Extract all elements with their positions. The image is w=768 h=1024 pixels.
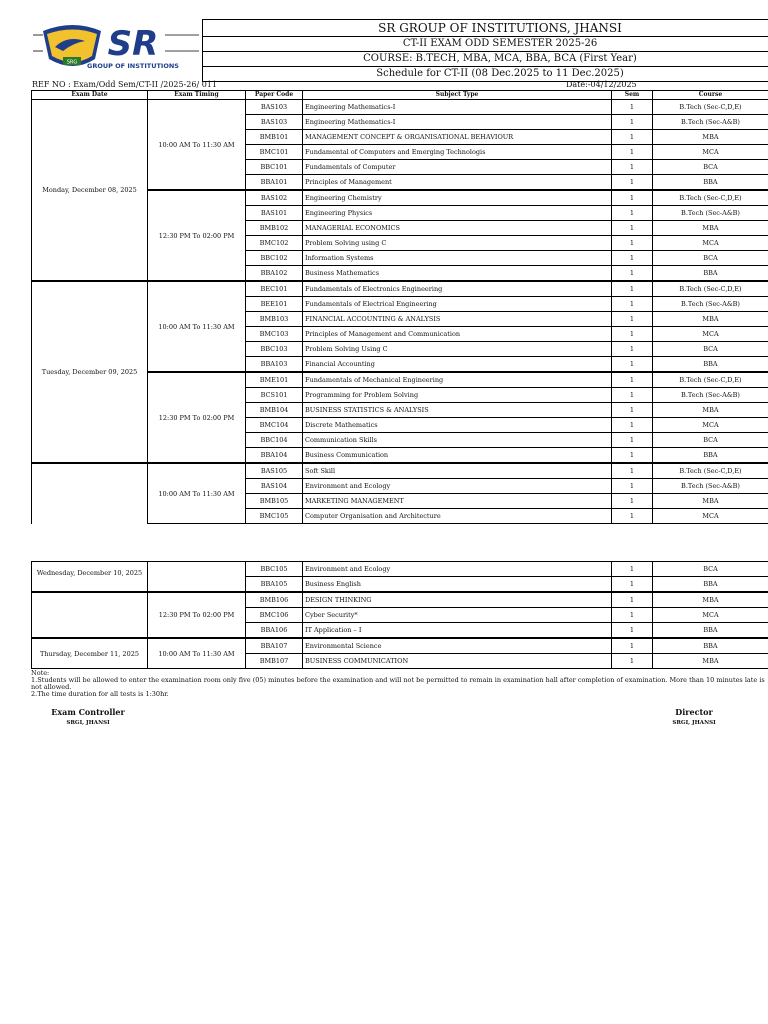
paper-code: BMB106	[246, 592, 303, 608]
exam-timing-cell: 10:00 AM To 11:30 AM	[148, 463, 246, 524]
subject-name: Environment and Ecology	[303, 479, 612, 494]
subject-name: MANAGERIAL ECONOMICS	[303, 221, 612, 236]
course-name: MBA	[653, 494, 768, 509]
subject-name: Financial Accounting	[303, 357, 612, 373]
course-name: BBA	[653, 638, 768, 654]
course-name: B.Tech (Sec-C,D,E)	[653, 190, 768, 206]
exam-timing-cell: 10:00 AM To 11:30 AM	[148, 638, 246, 669]
exam-timing-cell: 12:30 PM To 02:00 PM	[148, 372, 246, 463]
sem-value: 1	[612, 175, 653, 191]
paper-code: BEE101	[246, 297, 303, 312]
paper-code: BMB107	[246, 654, 303, 669]
exam-date-cell	[32, 592, 148, 638]
sem-value: 1	[612, 433, 653, 448]
col-exam-date: Exam Date	[32, 91, 148, 100]
subject-name: MANAGEMENT CONCEPT & ORGANISATIONAL BEHAVIOUR	[303, 130, 612, 145]
course-name: MBA	[653, 312, 768, 327]
paper-code: BBC103	[246, 342, 303, 357]
course-name: B.Tech (Sec-A&B)	[653, 388, 768, 403]
table-row	[32, 592, 768, 608]
exam-timing-cell: 12:30 PM To 02:00 PM	[148, 592, 246, 638]
subject-name: Engineering Mathematics-I	[303, 100, 612, 115]
course-name: B.Tech (Sec-A&B)	[653, 297, 768, 312]
course-name: MBA	[653, 403, 768, 418]
schedule-line: Schedule for CT-II (08 Dec.2025 to 11 Dec.2025)	[202, 66, 768, 82]
course-name: BCA	[653, 562, 768, 577]
sem-value: 1	[612, 448, 653, 464]
sem-value: 1	[612, 403, 653, 418]
subject-name: Fundamentals of Mechanical Engineering	[303, 372, 612, 388]
exam-timing-cell	[148, 562, 246, 593]
course-name: BBA	[653, 175, 768, 191]
subject-name: Principles of Management	[303, 175, 612, 191]
sem-value: 1	[612, 281, 653, 297]
sem-value: 1	[612, 221, 653, 236]
subject-name: Environment and Ecology	[303, 562, 612, 577]
director-title: Director	[675, 707, 713, 717]
col-sem: Sem	[612, 91, 653, 100]
subject-name: Computer Organisation and Architecture	[303, 509, 612, 524]
subject-name: BUSINESS STATISTICS & ANALYSIS	[303, 403, 612, 418]
paper-code: BAS102	[246, 190, 303, 206]
exam-controller-org: SRGI, JHANSI	[66, 720, 110, 726]
paper-code: BME101	[246, 372, 303, 388]
paper-code: BBA103	[246, 357, 303, 373]
course-name: B.Tech (Sec-C,D,E)	[653, 100, 768, 115]
schedule-table	[31, 90, 768, 524]
sem-value: 1	[612, 608, 653, 623]
subject-name: Programming for Problem Solving	[303, 388, 612, 403]
schedule-sheet	[31, 19, 768, 89]
sem-value: 1	[612, 388, 653, 403]
exam-title: CT-II EXAM ODD SEMESTER 2025-26	[202, 36, 768, 51]
subject-name: Engineering Mathematics-I	[303, 115, 612, 130]
paper-code: BMC105	[246, 509, 303, 524]
course-line: COURSE: B.TECH, MBA, MCA, BBA, BCA (First Year)	[202, 51, 768, 66]
sem-value: 1	[612, 130, 653, 145]
course-name: B.Tech (Sec-C,D,E)	[653, 372, 768, 388]
paper-code: BMC101	[246, 145, 303, 160]
course-name: BBA	[653, 266, 768, 282]
issue-date: Date:-04/12/2025	[566, 80, 637, 89]
subject-name: Fundamentals of Computer	[303, 160, 612, 175]
course-name: B.Tech (Sec-A&B)	[653, 115, 768, 130]
subject-name: Principles of Management and Communication	[303, 327, 612, 342]
table-row	[32, 463, 768, 479]
exam-date-cell: Tuesday, December 09, 2025	[32, 281, 148, 463]
sem-value: 1	[612, 509, 653, 524]
exam-date-cell	[32, 463, 148, 524]
sem-value: 1	[612, 251, 653, 266]
signature-director	[654, 707, 734, 726]
course-name: MBA	[653, 130, 768, 145]
course-name: B.Tech (Sec-A&B)	[653, 479, 768, 494]
subject-name: MARKETING MANAGEMENT	[303, 494, 612, 509]
institution-logo	[33, 21, 199, 73]
exam-date-cell: Wednesday, December 10, 2025	[32, 562, 148, 593]
col-course: Course	[653, 91, 768, 100]
paper-code: BBC101	[246, 160, 303, 175]
sem-value: 1	[612, 638, 653, 654]
course-name: B.Tech (Sec-C,D,E)	[653, 281, 768, 297]
sem-value: 1	[612, 297, 653, 312]
course-name: MCA	[653, 509, 768, 524]
course-name: BBA	[653, 577, 768, 593]
col-exam-timing: Exam Timing	[148, 91, 246, 100]
paper-code: BBA102	[246, 266, 303, 282]
subject-name: Fundamental of Computers and Emerging Technologis	[303, 145, 612, 160]
course-name: MCA	[653, 145, 768, 160]
table-row	[32, 638, 768, 654]
subject-name: Business Mathematics	[303, 266, 612, 282]
course-name: MBA	[653, 592, 768, 608]
sem-value: 1	[612, 206, 653, 221]
subject-name: Engineering Physics	[303, 206, 612, 221]
course-name: MCA	[653, 327, 768, 342]
sem-value: 1	[612, 494, 653, 509]
subject-name: Engineering Chemistry	[303, 190, 612, 206]
sem-value: 1	[612, 145, 653, 160]
subject-name: Business English	[303, 577, 612, 593]
subject-name: Soft Skill	[303, 463, 612, 479]
course-name: B.Tech (Sec-A&B)	[653, 206, 768, 221]
table-row	[32, 281, 768, 297]
paper-code: BBA101	[246, 175, 303, 191]
director-org: SRGI, JHANSI	[672, 720, 716, 726]
course-name: MCA	[653, 236, 768, 251]
subject-name: Fundamentals of Electronics Engineering	[303, 281, 612, 297]
table-row	[32, 562, 768, 577]
paper-code: BMC106	[246, 608, 303, 623]
sem-value: 1	[612, 357, 653, 373]
paper-code: BMB101	[246, 130, 303, 145]
paper-code: BMC102	[246, 236, 303, 251]
header	[31, 19, 768, 79]
paper-code: BBA106	[246, 623, 303, 639]
exam-timing-cell: 10:00 AM To 11:30 AM	[148, 281, 246, 372]
logo-badge-text: SRG	[66, 59, 78, 66]
course-name: BCA	[653, 342, 768, 357]
course-name: BCA	[653, 251, 768, 266]
paper-code: BMB104	[246, 403, 303, 418]
paper-code: BCS101	[246, 388, 303, 403]
sem-value: 1	[612, 463, 653, 479]
sem-value: 1	[612, 654, 653, 669]
sem-value: 1	[612, 115, 653, 130]
course-name: BBA	[653, 357, 768, 373]
subject-name: Communication Skills	[303, 433, 612, 448]
sem-value: 1	[612, 312, 653, 327]
sem-value: 1	[612, 592, 653, 608]
col-subject-type: Subject Type	[303, 91, 612, 100]
sem-value: 1	[612, 266, 653, 282]
subject-name: Business Communication	[303, 448, 612, 464]
subject-name: FINANCIAL ACCOUNTING & ANALYSIS	[303, 312, 612, 327]
exam-timing-cell: 12:30 PM To 02:00 PM	[148, 190, 246, 281]
col-paper-code: Paper Code	[246, 91, 303, 100]
sem-value: 1	[612, 577, 653, 593]
paper-code: BAS101	[246, 206, 303, 221]
signature-exam-controller	[48, 707, 128, 726]
exam-timing-cell: 10:00 AM To 11:30 AM	[148, 100, 246, 191]
subject-name: BUSINESS COMMUNICATION	[303, 654, 612, 669]
subject-name: Information Systems	[303, 251, 612, 266]
subject-name: Environmental Science	[303, 638, 612, 654]
exam-controller-title: Exam Controller	[51, 707, 125, 717]
course-name: MCA	[653, 608, 768, 623]
sem-value: 1	[612, 342, 653, 357]
paper-code: BAS105	[246, 463, 303, 479]
paper-code: BBC104	[246, 433, 303, 448]
notes	[31, 670, 768, 698]
paper-code: BMC104	[246, 418, 303, 433]
sem-value: 1	[612, 418, 653, 433]
paper-code: BMB105	[246, 494, 303, 509]
sem-value: 1	[612, 190, 653, 206]
course-name: MBA	[653, 221, 768, 236]
subject-name: Cyber Security*	[303, 608, 612, 623]
course-name: BCA	[653, 433, 768, 448]
institution-name: SR GROUP OF INSTITUTIONS, JHANSI	[202, 19, 768, 36]
exam-date-cell: Monday, December 08, 2025	[32, 100, 148, 282]
course-name: MCA	[653, 418, 768, 433]
course-name: BBA	[653, 623, 768, 639]
paper-code: BBA104	[246, 448, 303, 464]
paper-code: BBC105	[246, 562, 303, 577]
subject-name: Fundamentals of Electrical Engineering	[303, 297, 612, 312]
sem-value: 1	[612, 623, 653, 639]
course-name: MBA	[653, 654, 768, 669]
subject-name: Problem Solving using C	[303, 236, 612, 251]
logo-subtext: GROUP OF INSTITUTIONS	[86, 62, 180, 70]
sem-value: 1	[612, 327, 653, 342]
sem-value: 1	[612, 479, 653, 494]
sem-value: 1	[612, 160, 653, 175]
paper-code: BMB102	[246, 221, 303, 236]
paper-code: BAS103	[246, 115, 303, 130]
sem-value: 1	[612, 562, 653, 577]
note-2: 2.The time duration for all tests is 1:30hr.	[31, 690, 169, 698]
subject-name: Discrete Mathematics	[303, 418, 612, 433]
paper-code: BBC102	[246, 251, 303, 266]
sem-value: 1	[612, 236, 653, 251]
paper-code: BAS104	[246, 479, 303, 494]
table-header-row	[32, 91, 768, 100]
exam-date-cell: Thursday, December 11, 2025	[32, 638, 148, 669]
reference-number: REF NO : Exam/Odd Sem/CT-II /2025-26/ 011	[32, 80, 217, 89]
logo-text: SR	[107, 24, 159, 64]
paper-code: BMB103	[246, 312, 303, 327]
subject-name: DESIGN THINKING	[303, 592, 612, 608]
paper-code: BBA107	[246, 638, 303, 654]
paper-code: BBA105	[246, 577, 303, 593]
paper-code: BMC103	[246, 327, 303, 342]
course-name: BBA	[653, 448, 768, 464]
table-row	[32, 100, 768, 115]
note-1: 1.Students will be allowed to enter the examination room only five (05) minutes before the examination and will not be permitted to remain in examination hall after completion of examination. More than 10 minutes late is not allowed.	[31, 676, 765, 691]
header-titles	[202, 19, 768, 82]
schedule-table-continued	[31, 561, 768, 669]
subject-name: IT Application – I	[303, 623, 612, 639]
paper-code: BEC101	[246, 281, 303, 297]
paper-code: BAS103	[246, 100, 303, 115]
course-name: BCA	[653, 160, 768, 175]
sem-value: 1	[612, 100, 653, 115]
reference-bar	[31, 79, 768, 90]
sem-value: 1	[612, 372, 653, 388]
notes-title: Note:	[31, 669, 50, 677]
subject-name: Problem Solving Using C	[303, 342, 612, 357]
course-name: B.Tech (Sec-C,D,E)	[653, 463, 768, 479]
